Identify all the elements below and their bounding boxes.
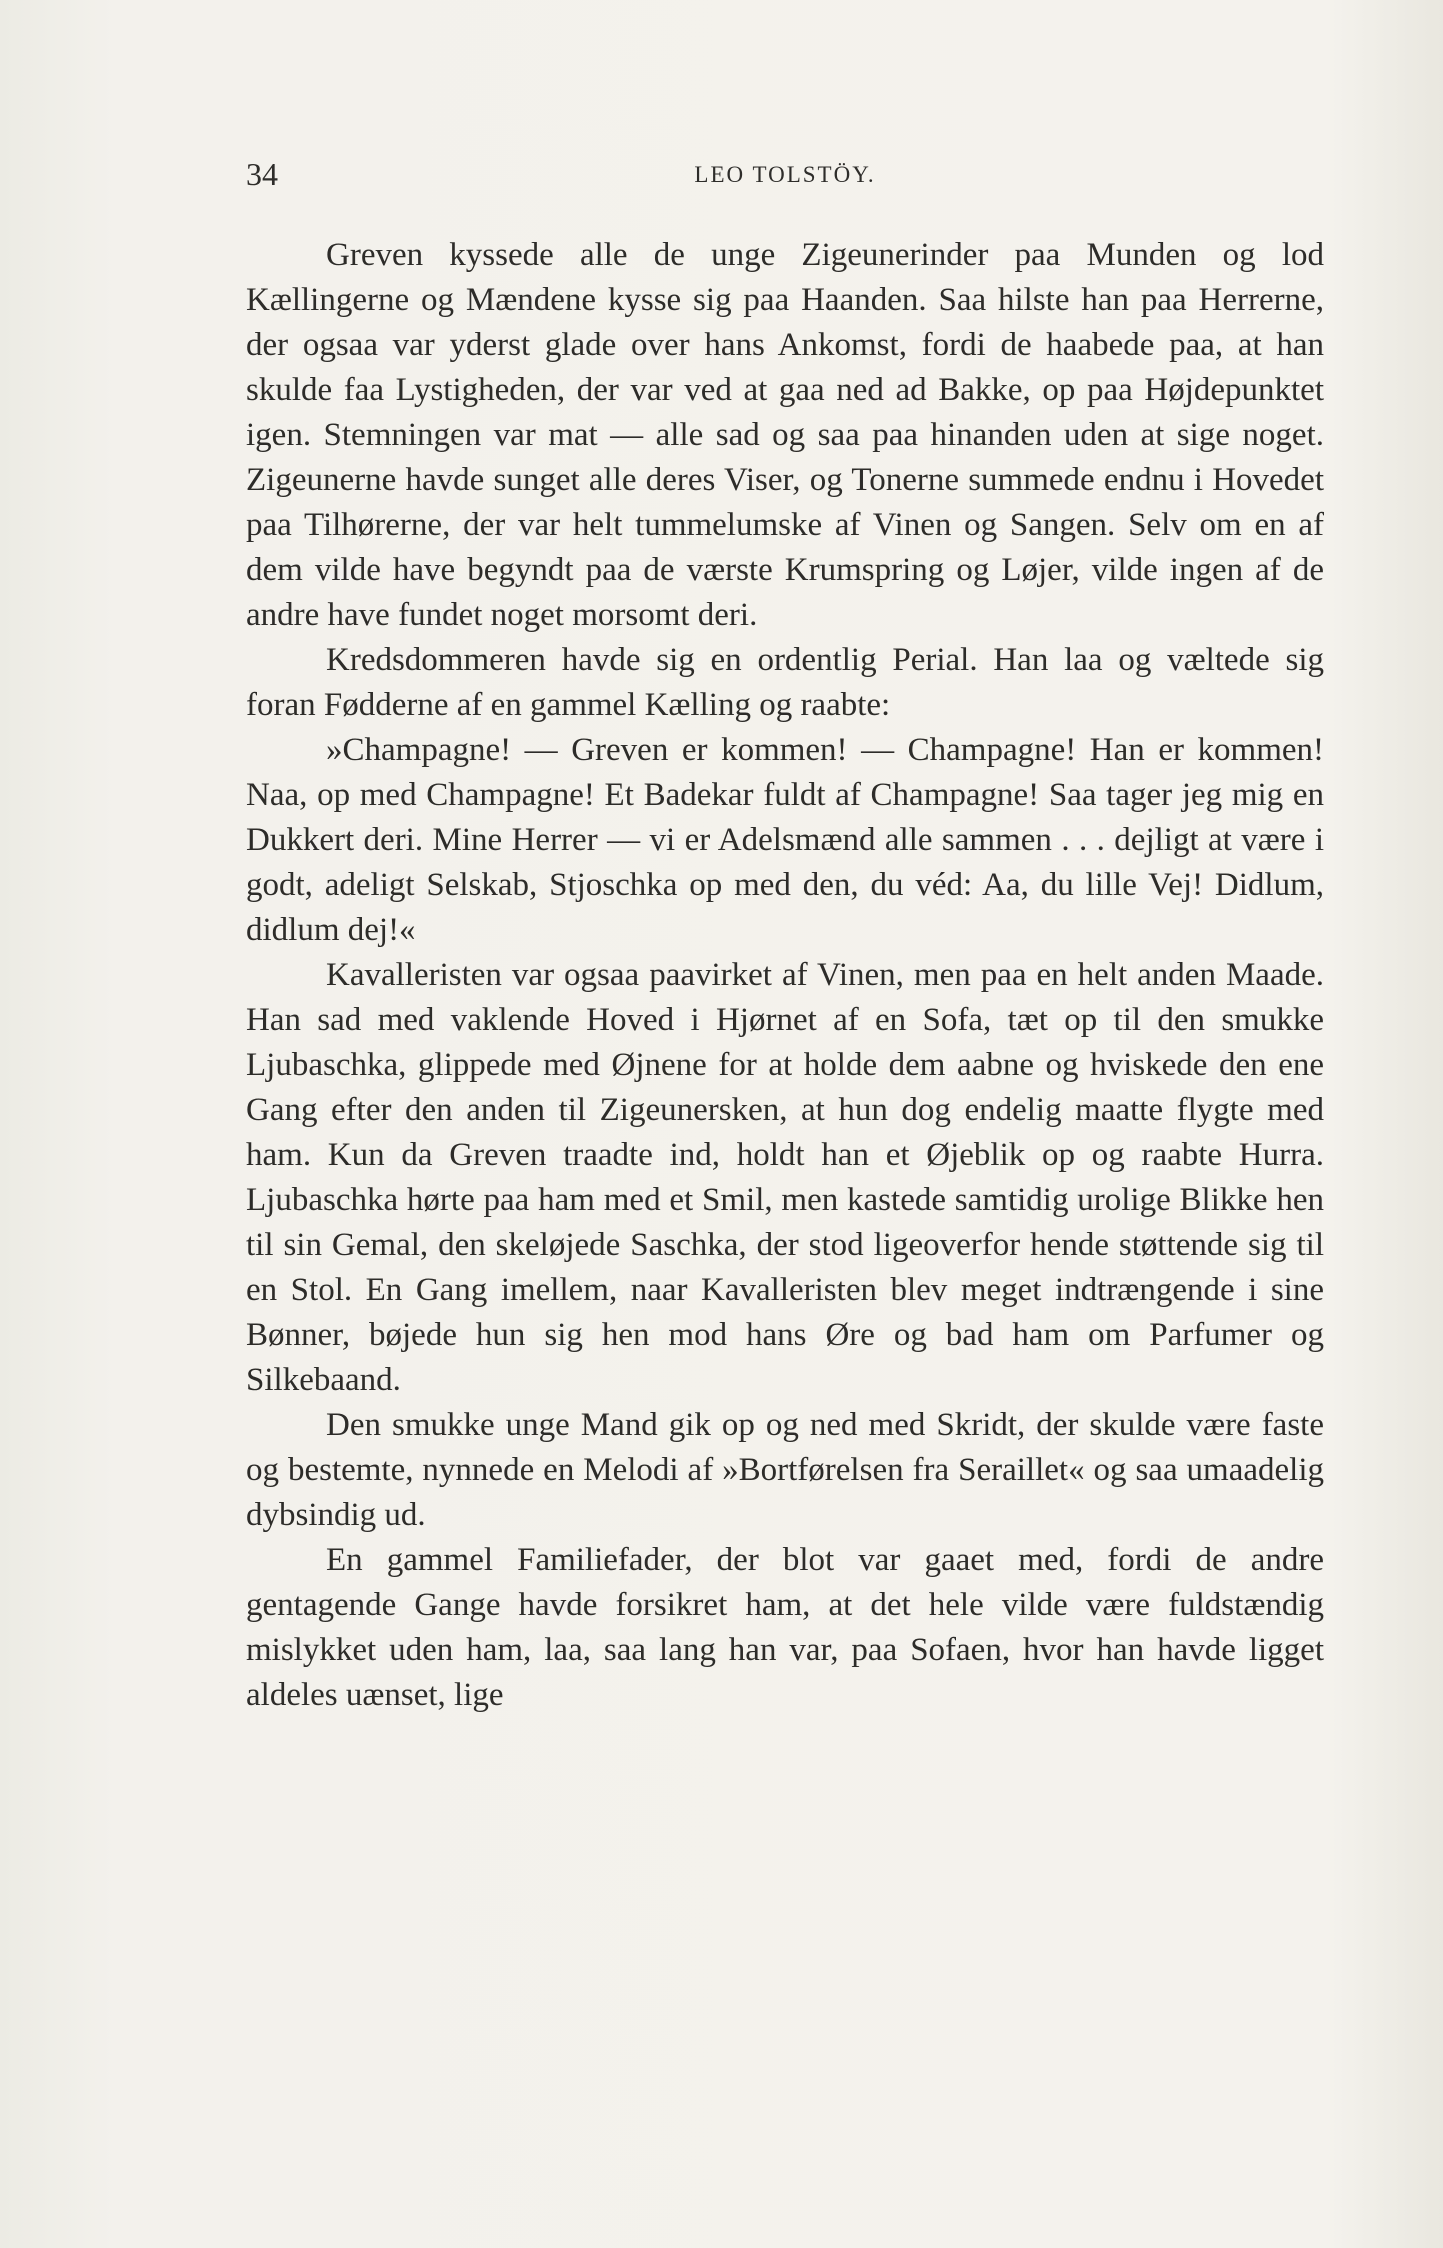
page-header [246,156,1324,196]
paragraph: Den smukke unge Mand gik op og ned med Skridt, der skulde være faste og bestemte, nynnede en Melodi af »Bortførelsen fra Seraillet« og saa umaadelig dybsindig ud. [246,1407,1324,1533]
page-number: 34 [246,156,278,192]
body-text [246,233,1324,1718]
paragraph: Greven kyssede alle de unge Zigeunerinder paa Munden og lod Kællingerne og Mændene kysse sig paa Haanden. Saa hilste han paa Herrerne, der ogsaa var yderst glade over hans Ankomst, fordi de haabede paa, at han skulde faa Lystigheden, der var ved at gaa ned ad Bakke, op paa Højdepunktet igen. Stemningen var mat — alle sad og saa paa hinanden uden at sige noget. Zigeunerne havde sunget alle deres Viser, og Tonerne summede endnu i Hovedet paa Tilhørerne, der var helt tummelumske af Vinen og Sangen. Selv om en af dem vilde have begyndt paa de værste Krumspring og Løjer, vilde ingen af de andre have fundet noget morsomt deri. [246,237,1324,633]
paragraph: En gammel Familiefader, der blot var gaaet med, fordi de andre gentagende Gange havde forsikret ham, at det hele vilde være fuldstændig mislykket uden ham, laa, saa lang han var, paa Sofaen, hvor han havde ligget aldeles uænset, lige [246,1542,1324,1713]
paragraph: Kavalleristen var ogsaa paavirket af Vinen, men paa en helt anden Maade. Han sad med vaklende Hoved i Hjørnet af en Sofa, tæt op til den smukke Ljubaschka, glippede med Øjnene for at holde dem aabne og hviskede den ene Gang efter den anden til Zigeunersken, at hun dog endelig maatte flygte med ham. Kun da Greven traadte ind, holdt han et Øjeblik op og raabte Hurra. Ljubaschka hørte paa ham med et Smil, men kastede samtidig urolige Blikke hen til sin Gemal, den skeløjede Saschka, der stod ligeoverfor hende støttende sig til en Stol. En Gang imellem, naar Kavalleristen blev meget indtrængende i sine Bønner, bøjede hun sig hen mod hans Øre og bad ham om Parfumer og Silkebaand. [246,957,1324,1398]
paragraph: »Champagne! — Greven er kommen! — Champagne! Han er kommen! Naa, op med Champagne! Et Badekar fuldt af Champagne! Saa tager jeg mig en Dukkert deri. Mine Herrer — vi er Adelsmænd alle sammen . . . dejligt at være i godt, adeligt Selskab, Stjoschka op med den, du véd: Aa, du lille Vej! Didlum, didlum dej!« [246,732,1324,948]
running-head: LEO TOLSTÖY. [694,162,876,187]
paragraph: Kredsdommeren havde sig en ordentlig Perial. Han laa og væltede sig foran Fødderne af en gammel Kælling og raabte: [246,642,1324,723]
